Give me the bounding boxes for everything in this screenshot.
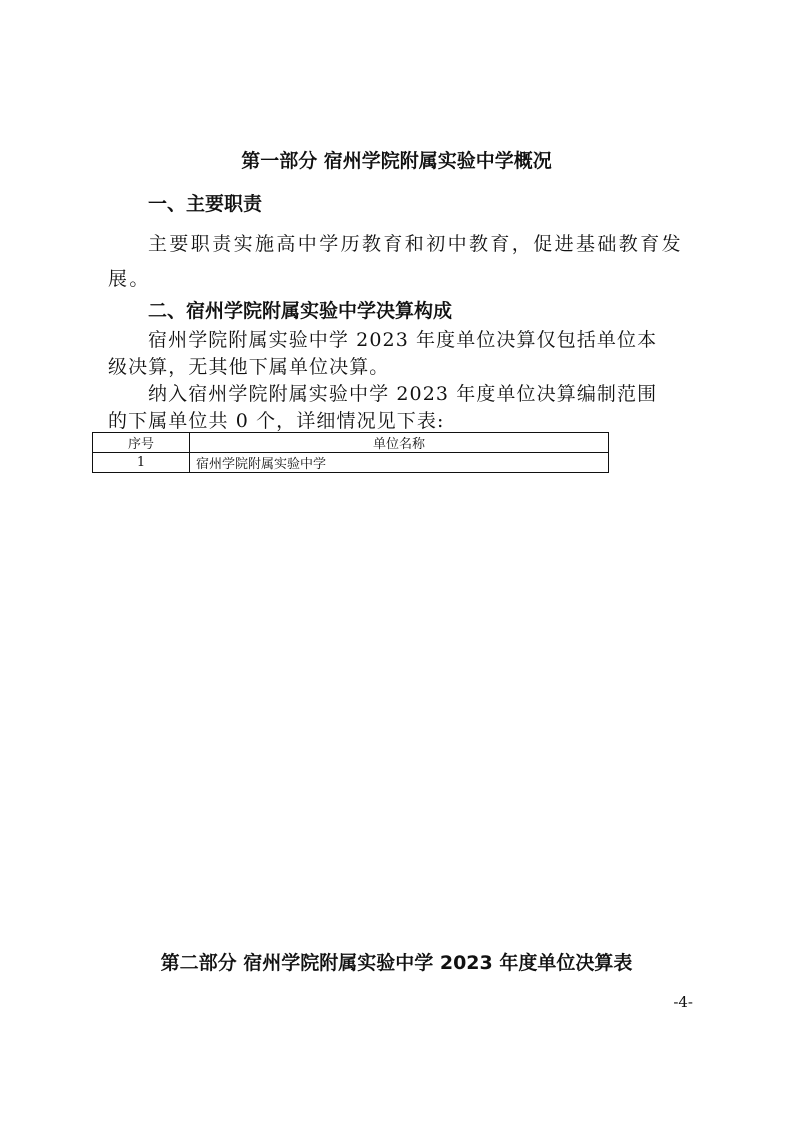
section2-para2-line1: 纳入宿州学院附属实验中学 2023 年度单位决算编制范围 [148, 383, 658, 405]
table-header-row [93, 433, 609, 453]
section2-para1-line1: 宿州学院附属实验中学 2023 年度单位决算仅包括单位本 [148, 329, 658, 351]
section1-line2: 展。 [108, 268, 151, 290]
section1-heading: 一、主要职责 [148, 193, 263, 215]
cell-seq: 1 [93, 453, 190, 473]
table-row [93, 453, 609, 473]
header-unit-name: 单位名称 [190, 433, 609, 453]
section1-line1: 主要职责实施高中学历教育和初中教育，促进基础教育发 [148, 233, 684, 255]
section2-para2-line2: 的下属单位共 0 个，详细情况见下表: [108, 410, 445, 432]
section2-heading: 二、宿州学院附属实验中学决算构成 [148, 300, 453, 322]
part1-title: 第一部分 宿州学院附属实验中学概况 [241, 150, 552, 172]
part2-title: 第二部分 宿州学院附属实验中学 2023 年度单位决算表 [160, 952, 633, 974]
cell-unit-name: 宿州学院附属实验中学 [190, 453, 609, 473]
header-seq: 序号 [93, 433, 190, 453]
section2-para1-line2: 级决算，无其他下属单位决算。 [108, 356, 390, 378]
page-number: -4- [673, 993, 693, 1011]
unit-table [92, 432, 609, 473]
